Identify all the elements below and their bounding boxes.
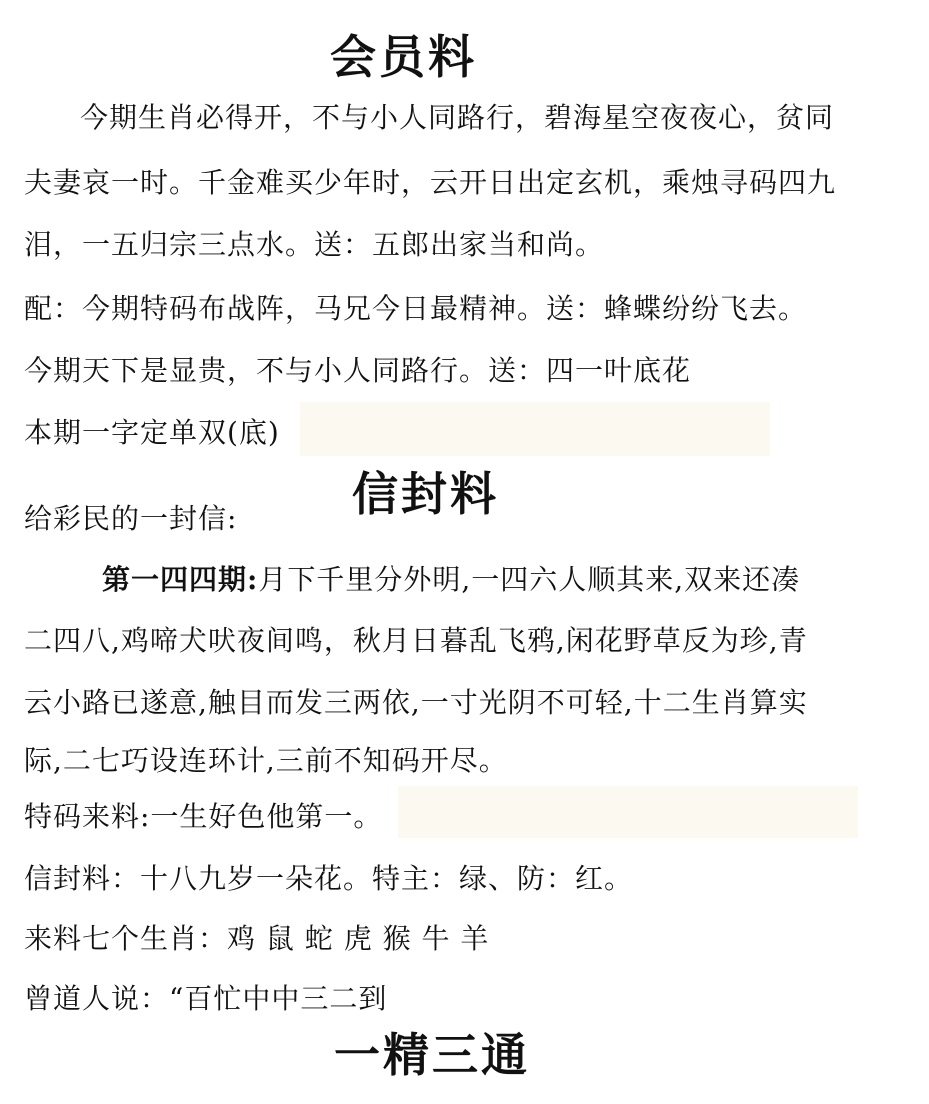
letter-line-1: [102, 563, 800, 597]
member-line-4: 配：今期特码布战阵，马兄今日最精神。送：蜂蝶纷纷飞去。: [24, 292, 808, 325]
paper-tint: [300, 402, 770, 456]
issue-label: 第一四四期:: [102, 563, 259, 596]
special-code-line: 特码来料:一生好色他第一。: [24, 800, 383, 833]
taoist-saying-line: 曾道人说：“百忙中中三二到: [24, 982, 388, 1015]
member-line-6: 本期一字定单双(底): [24, 416, 280, 449]
letter-intro: 给彩民的一封信:: [24, 502, 238, 535]
member-line-3: 泪，一五归宗三点水。送：五郎出家当和尚。: [24, 228, 605, 261]
member-line-1: 今期生肖必得开，不与小人同路行，碧海星空夜夜心，贫同: [80, 101, 835, 134]
letter-line-2: 二四八,鸡啼犬吠夜间鸣，秋月日暮乱飞鸦,闲花野草反为珍,青: [24, 624, 808, 657]
letter-line-1-text: 月下千里分外明,一四六人顺其来,双来还凑: [258, 563, 801, 596]
envelope-material-line: 信封料：十八九岁一朵花。特主：绿、防：红。: [24, 862, 634, 895]
member-line-2: 夫妻哀一时。千金难买少年时，云开日出定玄机，乘烛寻码四九: [24, 166, 837, 199]
paper-tint: [398, 786, 858, 838]
letter-line-4: 际,二七巧设连环计,三前不知码开尽。: [24, 744, 508, 777]
seven-zodiac-line: 来料七个生肖：鸡 鼠 蛇 虎 猴 牛 羊: [24, 922, 490, 955]
letter-title: 信封料: [352, 467, 499, 521]
member-line-5: 今期天下是显贵，不与小人同路行。送：四一叶底花: [24, 354, 692, 387]
member-title: 会员料: [330, 30, 477, 84]
letter-line-3: 云小路已遂意,触目而发三两依,一寸光阴不可轻,十二生肖算实: [24, 686, 808, 719]
footer-title: 一精三通: [334, 1028, 530, 1082]
